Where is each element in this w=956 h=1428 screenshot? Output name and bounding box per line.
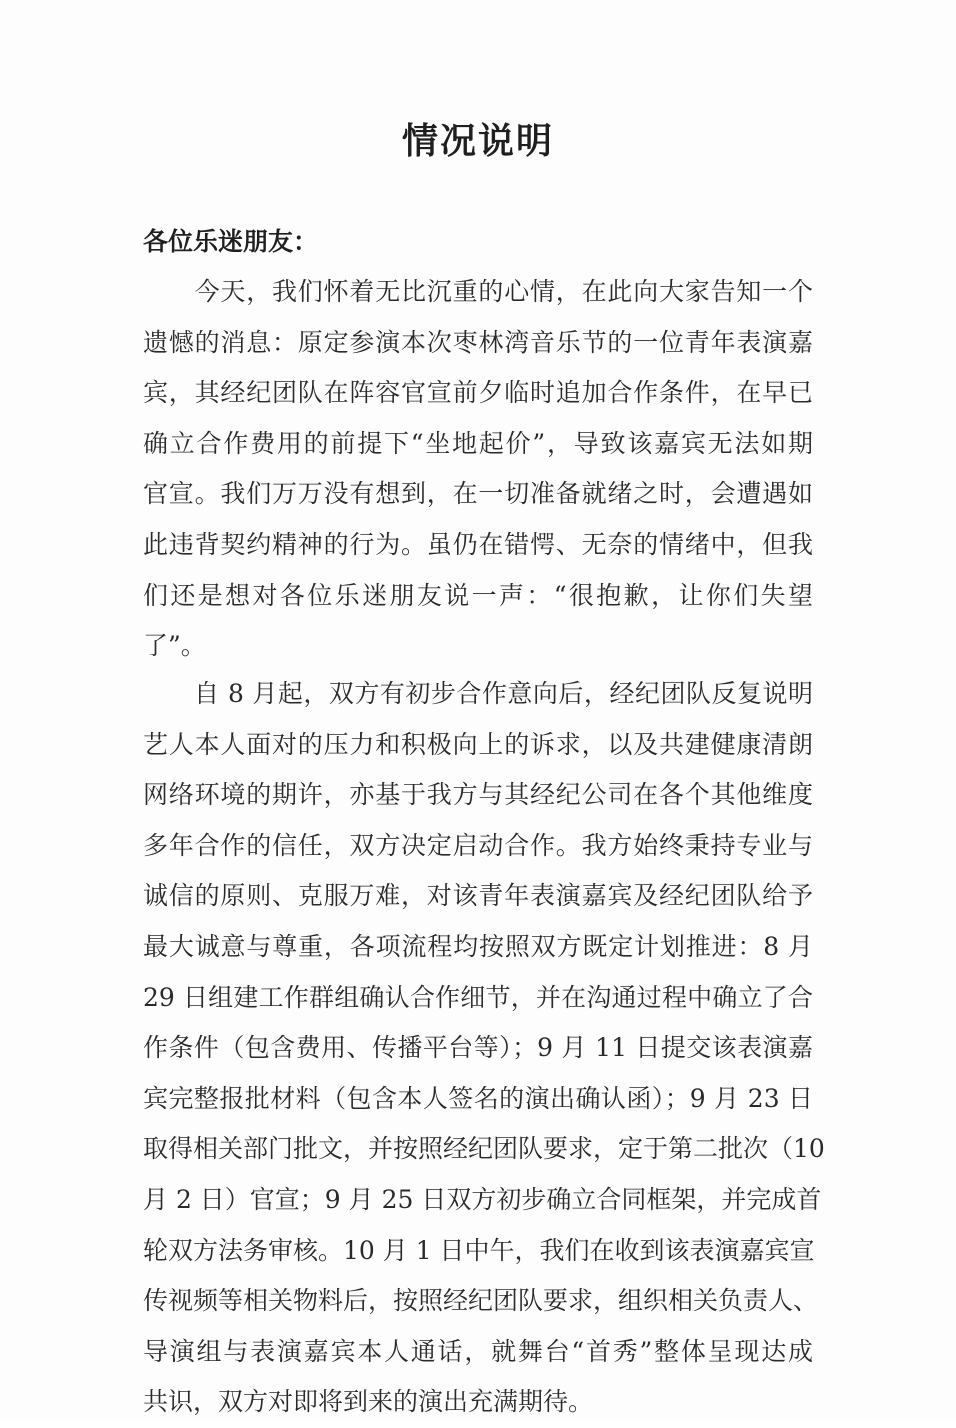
text-line: 今天，我们怀着无比沉重的心情，在此向大家告知一个 <box>143 277 813 306</box>
text-line: 确立合作费用的前提下“坐地起价”，导致该嘉宾无法如期 <box>143 428 813 458</box>
text-line: 导演组与表演嘉宾本人通话，就舞台“首秀”整体呈现达成 <box>143 1336 813 1366</box>
text-line: 们还是想对各位乐迷朋友说一声：“很抱歉，让你们失望 <box>143 580 813 610</box>
paragraph-1 <box>143 267 813 672</box>
text-line: 最大诚意与尊重，各项流程均按照双方既定计划推进：8 月 <box>143 931 813 961</box>
paragraph-2 <box>143 669 825 1428</box>
text-line: 作条件（包含费用、传播平台等）；9 月 11 日提交该表演嘉 <box>143 1033 813 1063</box>
text-line: 了”。 <box>143 631 206 661</box>
text-line: 月 2 日）官宣；9 月 25 日双方初步确立合同框架，并完成首 <box>143 1184 822 1214</box>
text-line: 诚信的原则、克服万难，对该青年表演嘉宾及经纪团队给予 <box>143 881 813 911</box>
text-line: 传视频等相关物料后，按照经纪团队要求，组织相关负责人、 <box>143 1286 819 1316</box>
text-line: 轮双方法务审核。10 月 1 日中午，我们在收到该表演嘉宾宣 <box>143 1235 815 1265</box>
text-line: 共识，双方对即将到来的演出充满期待。 <box>143 1387 594 1417</box>
text-line: 宾完整报批材料（包含本人签名的演出确认函）；9 月 23 日 <box>143 1083 813 1113</box>
salutation: 各位乐迷朋友： <box>143 227 319 256</box>
text-line: 取得相关部门批文，并按照经纪团队要求，定于第二批次（10 <box>143 1134 825 1164</box>
text-line: 官宣。我们万万没有想到，在一切准备就绪之时，会遭遇如 <box>143 479 813 509</box>
text-line: 29 日组建工作群组确认合作细节，并在沟通过程中确立了合 <box>143 982 813 1012</box>
text-line: 艺人本人面对的压力和积极向上的诉求，以及共建健康清朗 <box>143 729 813 759</box>
text-line: 遗憾的消息：原定参演本次枣林湾音乐节的一位青年表演嘉 <box>143 327 813 357</box>
text-line: 网络环境的期许，亦基于我方与其经纪公司在各个其他维度 <box>143 780 813 810</box>
text-line: 宾，其经纪团队在阵容官宣前夕临时追加合作条件，在早已 <box>143 378 813 408</box>
document-title: 情况说明 <box>401 121 554 162</box>
text-line: 多年合作的信任，双方决定启动合作。我方始终秉持专业与 <box>143 830 813 860</box>
text-line: 自 8 月起，双方有初步合作意向后，经纪团队反复说明 <box>143 679 813 708</box>
text-line: 此违背契约精神的行为。虽仍在错愕、无奈的情绪中，但我 <box>143 529 813 559</box>
